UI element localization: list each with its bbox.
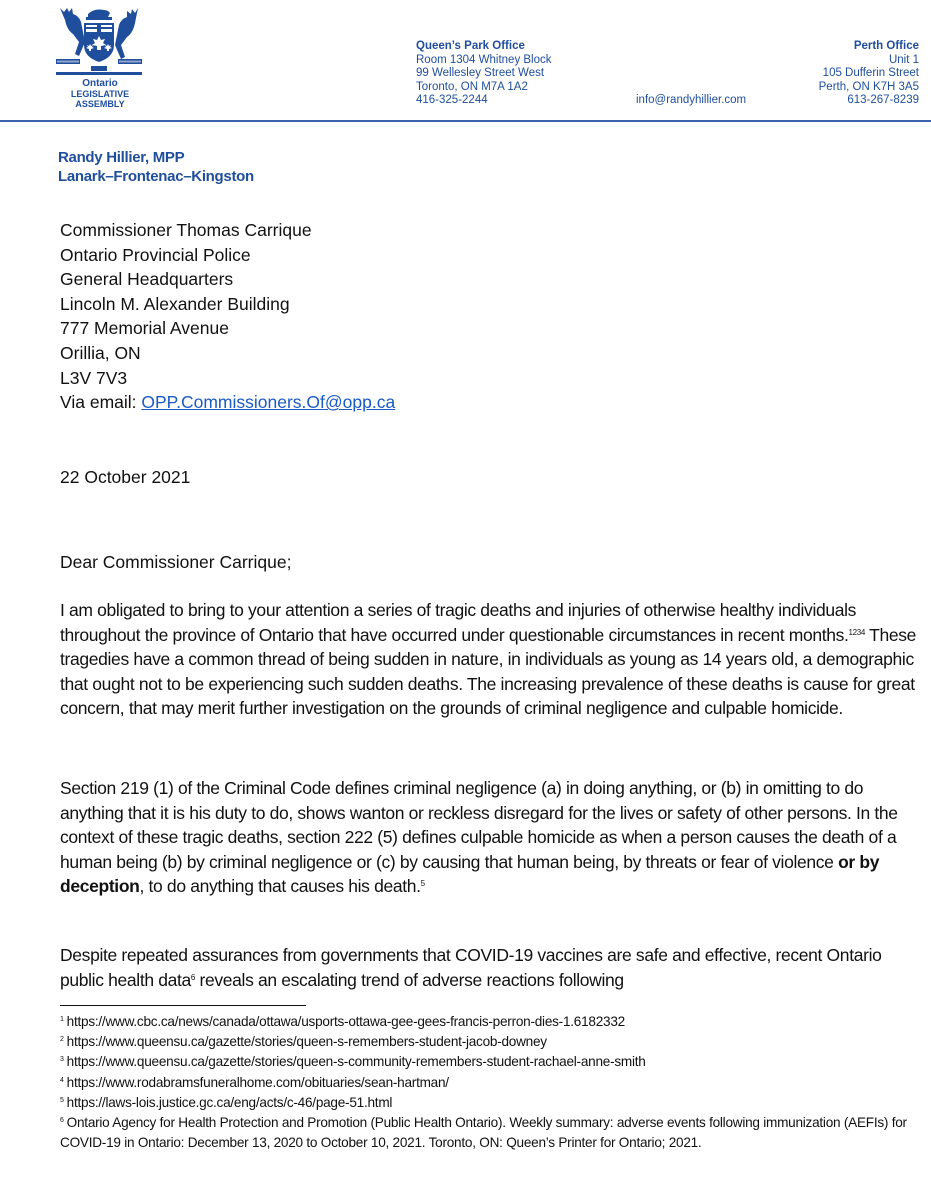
- letterhead-divider: [0, 120, 931, 122]
- assembly-line-3: ASSEMBLY: [75, 99, 125, 109]
- perth-phone: 613-267-8239: [847, 94, 919, 106]
- via-email-label: Via email:: [60, 392, 142, 413]
- footnote-ref[interactable]: 5: [420, 879, 425, 889]
- recipient-line: Ontario Provincial Police: [60, 244, 251, 265]
- footnote-link[interactable]: https://laws-lois.justice.gc.ca/eng/acts/c-46/page-51.html: [66, 1094, 393, 1110]
- footnote-number: 6: [60, 1117, 64, 1125]
- footnote-number: 3: [60, 1056, 64, 1064]
- recipient-line: Orillia, ON: [60, 342, 141, 363]
- footnote-ref[interactable]: 1234: [848, 627, 865, 637]
- paragraph-3: [60, 943, 920, 992]
- letter-date: 22 October 2021: [60, 467, 191, 487]
- paragraph-2: [60, 776, 920, 899]
- footnote-item: [60, 1113, 920, 1153]
- perth-address-line-1: Unit 1: [888, 53, 919, 66]
- recipient-email-link[interactable]: OPP.Commissioners.Of@opp.ca: [141, 392, 396, 413]
- footnote-number: 5: [60, 1096, 64, 1104]
- footnote-link[interactable]: https://www.cbc.ca/news/canada/ottawa/usports-ottawa-gee-gees-francis-perron-dies-1.6182332: [66, 1014, 625, 1029]
- sender-block: [58, 148, 254, 186]
- queens-park-office: [416, 40, 552, 108]
- perth-office-title: Perth Office: [853, 40, 919, 52]
- footnote-number: 2: [60, 1036, 64, 1044]
- footnote-number: 4: [60, 1076, 64, 1084]
- footnote-ref[interactable]: 6: [190, 972, 195, 982]
- queens-park-address-line-1: Room 1304 Whitney Block: [416, 53, 552, 66]
- queens-park-phone: 416-325-2244: [416, 94, 488, 106]
- sender-riding: Lanark–Frontenac–Kingston: [58, 168, 254, 185]
- footnote-item: [60, 1032, 920, 1052]
- office-email[interactable]: info@randyhillier.com: [636, 94, 747, 106]
- footnote-separator: [60, 1005, 306, 1006]
- footnote-item: [60, 1073, 920, 1093]
- recipient-line: General Headquarters: [60, 269, 234, 290]
- recipient-line: L3V 7V3: [60, 367, 128, 388]
- paragraph-text: , to do anything that causes his death.: [139, 876, 421, 897]
- queens-park-office-title: Queen’s Park Office: [416, 40, 525, 52]
- paragraph-1: [60, 598, 920, 721]
- salutation: Dear Commissioner Carrique;: [60, 552, 292, 572]
- recipient-address: [60, 218, 395, 415]
- perth-office: [819, 40, 919, 108]
- paragraph-text: I am obligated to bring to your attention a series of tragic deaths and injuries of otherwise healthy individuals throughout the province of Ontario that have occurred under questionable circumstances in recent months.: [60, 600, 857, 645]
- footnote-citation: Ontario Agency for Health Protection and Promotion (Public Health Ontario). Weekly summary: adverse events following immunization (AEFIs) for COVID-19 in Ontario: December 13, 2020 to October 10, 2021. Toronto, ON: Queen’s Printer for Ontario; 2021.: [60, 1115, 907, 1151]
- recipient-line: 777 Memorial Avenue: [60, 318, 229, 339]
- queens-park-address-line-2: 99 Wellesley Street West: [416, 67, 545, 79]
- queens-park-address-line-3: Toronto, ON M7A 1A2: [416, 80, 528, 93]
- footnote-item: [60, 1012, 920, 1032]
- footnote-link[interactable]: https://www.rodabramsfuneralhome.com/obituaries/sean-hartman/: [66, 1074, 449, 1090]
- ontario-coat-of-arms-icon: [56, 4, 142, 76]
- emphasis-text: or by deception: [60, 851, 880, 897]
- assembly-line-2: LEGISLATIVE: [70, 89, 130, 99]
- footnote-item: [60, 1093, 920, 1113]
- legislative-assembly-wordmark: [50, 79, 150, 109]
- perth-address-line-3: Perth, ON K7H 3A5: [818, 80, 919, 93]
- footnote-link[interactable]: https://www.queensu.ca/gazette/stories/queen-s-remembers-student-jacob-downey: [66, 1034, 547, 1050]
- assembly-line-1: Ontario: [82, 78, 118, 89]
- sender-name: Randy Hillier, MPP: [58, 149, 185, 166]
- perth-address-line-2: 105 Dufferin Street: [822, 67, 919, 79]
- paragraph-text: Despite repeated assurances from governments that COVID-19 vaccines are safe and effective, recent Ontario public health data: [60, 945, 882, 990]
- footnotes: [60, 1012, 920, 1153]
- recipient-line: Lincoln M. Alexander Building: [60, 293, 290, 314]
- footnote-item: [60, 1052, 920, 1072]
- paragraph-text: Section 219 (1) of the Criminal Code defines criminal negligence (a) in doing anything, or (b) in omitting to do anything that it is his duty to do, shows wanton or reckless disregard for the lives or safety of other persons. In the context of these tragic deaths, section 222 (5) defines culpable homicide as when a person causes the death of a human being (b) by criminal negligence or (c) by causing that human being, by threats or fear of violence: [60, 778, 898, 872]
- paragraph-text: reveals an escalating trend of adverse reactions following: [195, 969, 624, 990]
- recipient-line: Commissioner Thomas Carrique: [60, 220, 312, 240]
- footnote-link[interactable]: https://www.queensu.ca/gazette/stories/queen-s-community-remembers-student-rachael-anne-smith: [66, 1054, 646, 1070]
- letterhead: [0, 0, 931, 120]
- recipient-email-line: [60, 390, 395, 415]
- footnote-number: 1: [60, 1016, 64, 1023]
- paragraph-text: These tragedies have a common thread of being sudden in nature, in individuals as young as 14 years old, a demographic that ought not to be experiencing such sudden deaths. The increasing prevalence of these deaths is cause for great concern, that may merit further investigation on the grounds of criminal negligence and culpable homicide.: [60, 624, 917, 719]
